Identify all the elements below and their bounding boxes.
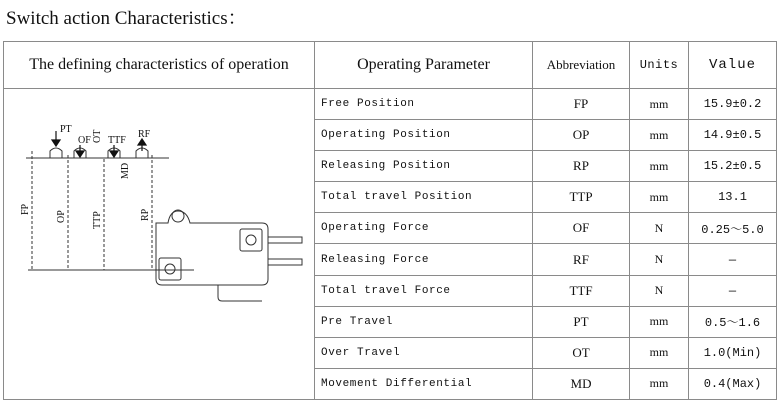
row-releasing-force-abbr: RF [533,244,630,275]
row-total-travel-force-value: — [689,275,777,306]
header-units: Units [630,42,689,89]
lower-terminal-block-shape [159,258,181,280]
row-releasing-position-units: mm [630,151,689,182]
row-total-travel-force-parameter: Total travel Force [315,275,533,306]
label-of: OF [78,135,91,146]
row-operating-position-parameter: Operating Position [315,120,533,151]
row-operating-position-units: mm [630,120,689,151]
row-operating-force-parameter: Operating Force [315,213,533,244]
label-pt: PT [60,124,72,135]
header-operating-parameter: Operating Parameter [315,42,533,89]
row-total-travel-position-value: 13.1 [689,182,777,213]
row-free-position-parameter: Free Position [315,89,533,120]
upper-terminal-shape [268,237,302,243]
row-total-travel-position-abbr: TTP [533,182,630,213]
row-over-travel-parameter: Over Travel [315,337,533,368]
header-defining-characteristics: The defining characteristics of operation [4,42,315,89]
row-operating-force-units: N [630,213,689,244]
row-pre-travel-parameter: Pre Travel [315,306,533,337]
row-over-travel-abbr: OT [533,337,630,368]
label-ttf: TTF [108,135,126,146]
row-total-travel-force-abbr: TTF [533,275,630,306]
lower-screw-shape [165,264,175,274]
header-abbreviation: Abbreviation [533,42,630,89]
row-movement-differential-value: 0.4(Max) [689,368,777,399]
row-releasing-force-value: — [689,244,777,275]
row-releasing-position-parameter: Releasing Position [315,151,533,182]
row-over-travel-value: 1.0(Min) [689,337,777,368]
upper-terminal-block-shape [240,229,262,251]
row-releasing-force-parameter: Releasing Force [315,244,533,275]
upper-screw-shape [246,235,256,245]
operation-diagram-cell [4,89,315,400]
row-pre-travel-value: 0.5～1.6 [689,306,777,337]
ttf-arrow-head [110,151,118,157]
row-releasing-position-abbr: RP [533,151,630,182]
label-ot: OT [92,129,103,143]
actuator-button-shape [172,210,184,222]
plunger-free-shape [50,148,62,158]
label-md: MD [120,162,131,179]
label-rf: RF [138,129,151,140]
row-operating-position-value: 14.9±0.5 [689,120,777,151]
row-movement-differential-abbr: MD [533,368,630,399]
row-operating-force-value: 0.25～5.0 [689,213,777,244]
label-op: OP [56,210,67,223]
pt-arrow-head [52,140,60,146]
of-arrow-head [76,151,84,157]
switch-characteristics-table [3,41,777,400]
row-total-travel-position-units: mm [630,182,689,213]
row-total-travel-force-units: N [630,275,689,306]
row-operating-force-abbr: OF [533,213,630,244]
header-value: Value [689,42,777,89]
row-over-travel-units: mm [630,337,689,368]
row-releasing-position-value: 15.2±0.5 [689,151,777,182]
row-movement-differential-units: mm [630,368,689,399]
row-total-travel-position-parameter: Total travel Position [315,182,533,213]
row-free-position-value: 15.9±0.2 [689,89,777,120]
table-header-row [4,42,777,89]
row-pre-travel-units: mm [630,306,689,337]
lower-terminal-shape [268,259,302,265]
bottom-lead-shape [218,285,262,301]
label-rp: RP [140,208,151,221]
row-movement-differential-parameter: Movement Differential [315,368,533,399]
row-operating-position-abbr: OP [533,120,630,151]
label-fp: FP [20,203,31,215]
row-free-position-abbr: FP [533,89,630,120]
label-ttp: TTP [92,211,103,229]
row-releasing-force-units: N [630,244,689,275]
row-pre-travel-abbr: PT [533,306,630,337]
table-row [4,89,777,120]
switch-action-diagram [4,89,315,399]
switch-body-shape [156,211,268,285]
row-free-position-units: mm [630,89,689,120]
page-title: Switch action Characteristics： [6,8,247,29]
